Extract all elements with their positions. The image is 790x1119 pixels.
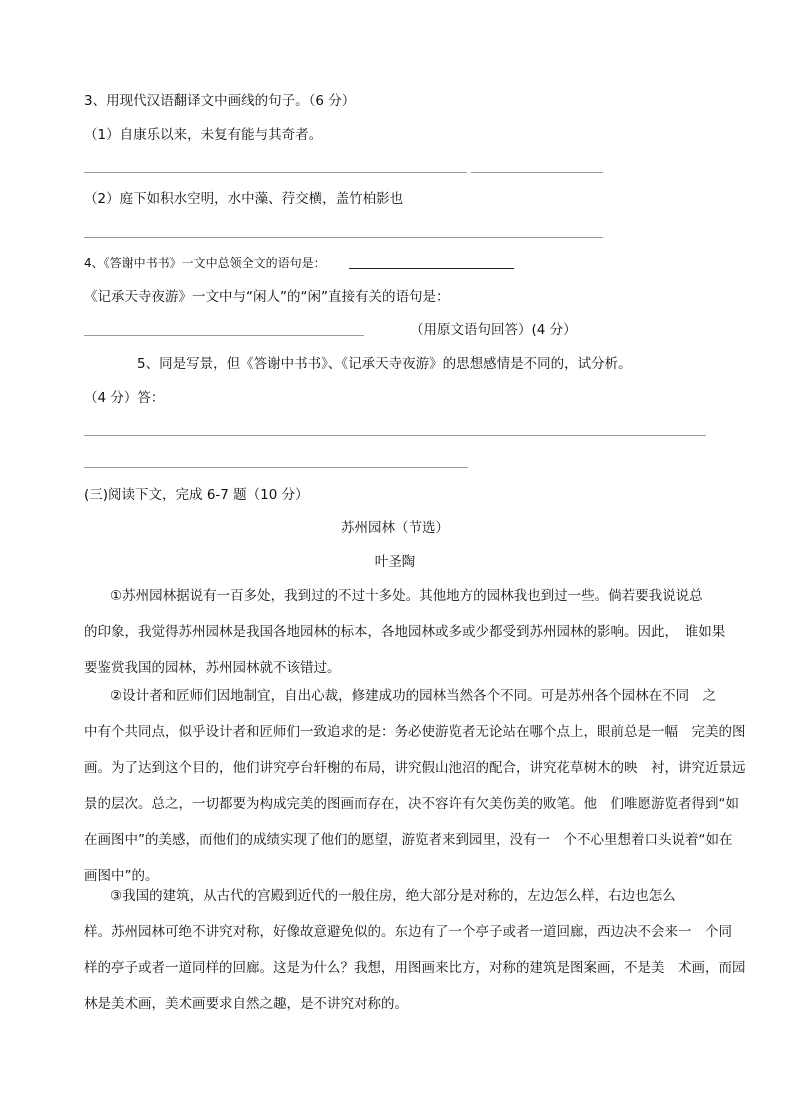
answer-line: [84, 435, 706, 436]
text-line: ③我国的建筑，从古代的宫殿到近代的一般住房，绝大部分是对称的，左边怎么样，右边也怎么: [110, 888, 676, 904]
paragraph-2: [84, 678, 746, 894]
article-author: 叶圣陶: [374, 554, 416, 570]
answer-line: [84, 237, 603, 238]
q4-note: （用原文语句回答）(4 分）: [410, 322, 577, 338]
text-line: 样的亭子或者一道同样的回廊。这是为什么？我想，用图画来比方，对称的建筑是图案画，不是美 术画，而园: [84, 960, 746, 976]
answer-line: [349, 268, 514, 269]
text-line: 在画图中”的美感，而他们的成绩实现了他们的愿望，游览者来到园里，没有一 个不心里想着口头说着“如在: [84, 832, 733, 848]
text-line: ①苏州园林据说有一百多处，我到过的不过十多处。其他地方的园林我也到过一些。倘若要我说说总: [110, 588, 703, 604]
text-line: ②设计者和匠师们因地制宜，自出心裁，修建成功的园林当然各个不同。可是苏州各个园林在不同 之: [110, 688, 717, 704]
answer-line: [84, 172, 467, 173]
text-line: 林是美术画，美术画要求自然之趣，是不讲究对称的。: [84, 996, 408, 1012]
q3-item-1: （1）自康乐以来，未复有能与其奇者。: [84, 127, 323, 143]
paragraph-1: [84, 578, 726, 686]
text-line: 要鉴赏我国的园林，苏州园林就不该错过。: [84, 660, 341, 676]
text-line: 景的层次。总之，一切都要为构成完美的图画而存在，决不容许有欠美伤美的败笔。他 们唯愿游览者得到“如: [84, 796, 739, 812]
text-line: 样。苏州园林可绝不讲究对称，好像故意避免似的。东边有了一个亭子或者一道回廊，西边决不会来一 个同: [84, 924, 732, 940]
q3-heading: 3、用现代汉语翻译文中画线的句子。（6 分）: [84, 93, 356, 109]
article-title: 苏州园林（节选）: [341, 520, 449, 536]
q3-item-2: （2）庭下如积水空明，水中藻、荇交横，盖竹柏影也: [84, 191, 404, 207]
text-line: 的印象，我觉得苏州园林是我国各地园林的标本，各地园林或多或少都受到苏州园林的影响。因此， 谁如果: [84, 624, 726, 640]
q5-line-1: 5、同是写景，但《答谢中书书》、《记承天寺夜游》的思想感情是不同的，试分析。: [137, 356, 632, 372]
section-heading: (三)阅读下文，完成 6-7 题（10 分）: [84, 487, 309, 503]
q4-line-1: 4、《答谢中书书》一文中总领全文的语句是：: [84, 256, 326, 270]
answer-line: [471, 172, 603, 173]
text-line: 画。为了达到这个目的，他们讲究亭台轩榭的布局，讲究假山池沼的配合，讲究花草树木的映 衬，讲究近景远: [84, 760, 746, 776]
text-line: 画图中”的。: [84, 868, 159, 884]
paragraph-3: [84, 878, 746, 1022]
answer-line: [84, 335, 364, 336]
text-line: 中有个共同点，似乎设计者和匠师们一致追求的是：务必使游览者无论站在哪个点上，眼前总是一幅 完美的图: [84, 724, 746, 740]
q5-line-2: （4 分）答：: [84, 390, 165, 406]
q4-line-2: 《记承天寺夜游》一文中与“闲人”的“闲”直接有关的语句是：: [84, 289, 450, 305]
answer-line: [84, 467, 468, 468]
